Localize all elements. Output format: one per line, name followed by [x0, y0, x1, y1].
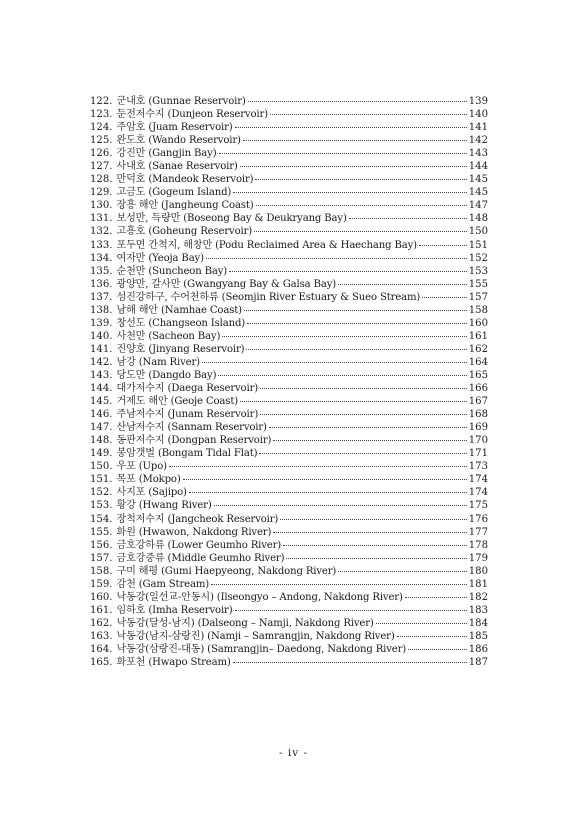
toc-entry-number: 140.	[90, 330, 113, 342]
toc-entry-number: 124.	[90, 122, 113, 134]
toc-entry[interactable]	[90, 356, 488, 369]
toc-entry-title: 낙동강(달성-남지) (Dalseong – Namji, Nakdong River)	[116, 617, 374, 629]
dot-leader	[397, 636, 467, 637]
toc-entry[interactable]	[90, 434, 488, 447]
dot-leader	[256, 205, 467, 206]
toc-entry[interactable]	[90, 395, 488, 408]
toc-entry-title: 여자만 (Yeoja Bay)	[116, 252, 204, 264]
toc-entry-page: 184	[468, 617, 488, 629]
toc-entry-number: 163.	[90, 630, 113, 642]
dot-leader	[269, 427, 467, 428]
toc-entry-page: 153	[468, 265, 488, 277]
toc-entry-title: 완도호 (Wando Reservoir)	[116, 135, 241, 147]
toc-entry-number: 126.	[90, 148, 113, 160]
toc-entry-number: 149.	[90, 448, 113, 460]
toc-entry-title: 낙동강(일선교-안동시) (Ilseongyo – Andong, Nakdong River)	[116, 591, 403, 603]
toc-entry[interactable]	[90, 173, 488, 186]
toc-entry-number: 157.	[90, 552, 113, 564]
dot-leader	[214, 505, 467, 506]
toc-entry-page: 145	[468, 187, 488, 199]
dot-leader	[283, 545, 467, 546]
toc-entry-number: 136.	[90, 278, 113, 290]
toc-entry-page: 148	[468, 213, 488, 225]
toc-entry-number: 130.	[90, 200, 113, 212]
toc-entry-title: 감천 (Gam Stream)	[116, 578, 210, 590]
toc-entry-number: 143.	[90, 369, 113, 381]
toc-entry-title: 사지포 (Sajipo)	[116, 487, 187, 499]
toc-entry-title: 주남저수지 (Junam Reservoir)	[116, 409, 259, 421]
toc-entry[interactable]	[90, 186, 488, 199]
toc-entry-number: 151.	[90, 474, 113, 486]
dot-leader	[270, 114, 467, 115]
toc-entry-title: 거제도 해안 (Geoje Coast)	[116, 396, 239, 408]
toc-entry-title: 창선도 (Changseon Island)	[116, 317, 246, 329]
toc-entry-page: 171	[468, 448, 488, 460]
toc-entry-title: 보성만, 득량만 (Boseong Bay & Deukryang Bay)	[116, 213, 347, 225]
toc-entry-title: 당도만 (Dangdo Bay)	[116, 369, 217, 381]
toc-entry[interactable]	[90, 565, 488, 578]
toc-entry-title: 산남저수지 (Sannam Reservoir)	[116, 422, 267, 434]
dot-leader	[254, 231, 467, 232]
toc-entry-page: 162	[468, 343, 488, 355]
toc-entry-page: 144	[468, 161, 488, 173]
toc-entry-title: 만덕호 (Mandeok Reservoir)	[116, 174, 254, 186]
toc-entry-page: 157	[468, 291, 488, 303]
toc-entry-title: 목포 (Mokpo)	[116, 474, 181, 486]
dot-leader	[273, 440, 466, 441]
toc-entry-number: 147.	[90, 422, 113, 434]
toc-entry[interactable]	[90, 421, 488, 434]
toc-entry-title: 사천만 (Sacheon Bay)	[116, 330, 221, 342]
table-of-contents	[90, 95, 488, 669]
toc-entry-page: 179	[468, 552, 488, 564]
toc-entry[interactable]	[90, 447, 488, 460]
toc-entry-title: 화원 (Hwawon, Nakdong River)	[116, 526, 272, 538]
toc-entry-page: 185	[468, 630, 488, 642]
toc-entry[interactable]	[90, 108, 488, 121]
toc-entry-page: 142	[468, 135, 488, 147]
toc-entry-title: 구미 해평 (Gumi Haepyeong, Nakdong River)	[116, 565, 337, 577]
toc-entry-page: 186	[468, 643, 488, 655]
toc-entry-page: 175	[468, 500, 488, 512]
toc-entry-number: 129.	[90, 187, 113, 199]
dot-leader	[405, 597, 467, 598]
toc-entry-number: 144.	[90, 383, 113, 395]
toc-entry[interactable]	[90, 604, 488, 617]
toc-entry-page: 155	[468, 278, 488, 290]
toc-entry-page: 164	[468, 356, 488, 368]
toc-entry-number: 139.	[90, 317, 113, 329]
dot-leader	[408, 649, 467, 650]
toc-entry[interactable]	[90, 499, 488, 512]
toc-entry-number: 150.	[90, 461, 113, 473]
toc-entry-page: 177	[468, 526, 488, 538]
toc-entry-number: 133.	[90, 239, 113, 251]
toc-entry-number: 160.	[90, 591, 113, 603]
dot-leader	[240, 166, 467, 167]
toc-entry-title: 섬진강하구, 수어천하류 (Seomjin River Estuary & Sueo Stream)	[116, 291, 421, 303]
toc-entry-title: 군내호 (Gunnae Reservoir)	[116, 96, 246, 107]
dot-leader	[183, 479, 467, 480]
toc-entry-title: 고흥호 (Goheung Reservoir)	[116, 226, 253, 238]
toc-entry[interactable]	[90, 121, 488, 134]
toc-entry-title: 고금도 (Gogeum Island)	[116, 187, 232, 199]
dot-leader	[219, 153, 467, 154]
toc-entry[interactable]	[90, 369, 488, 382]
dot-leader	[247, 323, 467, 324]
toc-entry[interactable]	[90, 134, 488, 147]
toc-entry-page: 160	[468, 317, 488, 329]
toc-entry[interactable]	[90, 212, 488, 225]
toc-entry-number: 161.	[90, 604, 113, 616]
dot-leader	[240, 401, 467, 402]
toc-entry-page: 158	[468, 304, 488, 316]
dot-leader	[243, 140, 467, 141]
toc-entry-number: 127.	[90, 161, 113, 173]
toc-entry-number: 159.	[90, 578, 113, 590]
dot-leader	[169, 466, 467, 467]
toc-entry-title: 대가저수지 (Daega Reservoir)	[116, 383, 259, 395]
toc-entry-number: 164.	[90, 643, 113, 655]
toc-entry[interactable]	[90, 408, 488, 421]
toc-entry-page: 151	[468, 239, 488, 251]
toc-entry[interactable]	[90, 239, 488, 252]
toc-entry-page: 178	[468, 539, 488, 551]
toc-entry[interactable]	[90, 473, 488, 486]
toc-entry-title: 금호강중류 (Middle Geumho River)	[116, 552, 285, 564]
page-number: - iv -	[278, 747, 309, 759]
toc-entry-number: 148.	[90, 435, 113, 447]
dot-leader	[202, 362, 467, 363]
toc-entry-page: 182	[468, 591, 488, 603]
dot-leader	[218, 375, 466, 376]
toc-entry-page: 141	[468, 122, 488, 134]
toc-entry[interactable]	[90, 460, 488, 473]
toc-entry-title: 금호강하류 (Lower Geumho River)	[116, 539, 282, 551]
toc-entry-number: 162.	[90, 617, 113, 629]
toc-entry-page: 143	[468, 148, 488, 160]
dot-leader	[280, 519, 467, 520]
toc-entry-title: 사내호 (Sanae Reservoir)	[116, 161, 238, 173]
toc-entry-title: 남해 해안 (Namhae Coast)	[116, 304, 242, 316]
toc-entry-number: 123.	[90, 109, 113, 121]
toc-entry-number: 122.	[90, 96, 113, 107]
toc-entry[interactable]	[90, 513, 488, 526]
toc-entry[interactable]	[90, 617, 488, 630]
toc-entry[interactable]	[90, 630, 488, 643]
toc-entry-title: 낙동강(남지-삼랑진) (Namji – Samrangjin, Nakdong River)	[116, 630, 395, 642]
toc-entry-number: 152.	[90, 487, 113, 499]
dot-leader	[235, 127, 467, 128]
toc-entry-title: 우포 (Upo)	[116, 461, 167, 473]
toc-entry-page: 187	[468, 657, 488, 669]
toc-entry-number: 131.	[90, 213, 113, 225]
toc-entry[interactable]	[90, 317, 488, 330]
toc-entry-title: 동판저수지 (Dongpan Reservoir)	[116, 435, 272, 447]
toc-entry-page: 152	[468, 252, 488, 264]
toc-entry[interactable]	[90, 643, 488, 656]
toc-entry-title: 화포천 (Hwapo Stream)	[116, 657, 231, 669]
toc-entry-page: 168	[468, 409, 488, 421]
toc-entry-page: 169	[468, 422, 488, 434]
toc-entry[interactable]	[90, 265, 488, 278]
toc-entry-title: 주암호 (Juam Reservoir)	[116, 122, 233, 134]
toc-entry-number: 132.	[90, 226, 113, 238]
toc-entry[interactable]	[90, 225, 488, 238]
toc-entry-number: 135.	[90, 265, 113, 277]
toc-entry-title: 남강 (Nam River)	[116, 356, 200, 368]
toc-entry-page: 161	[468, 330, 488, 342]
toc-entry-title: 장흥 해안 (Jangheung Coast)	[116, 200, 254, 212]
dot-leader	[235, 610, 467, 611]
toc-entry[interactable]	[90, 486, 488, 499]
toc-entry-page: 173	[468, 461, 488, 473]
toc-entry-page: 170	[468, 435, 488, 447]
toc-entry-number: 146.	[90, 409, 113, 421]
dot-leader	[206, 258, 467, 259]
toc-entry-page: 140	[468, 109, 488, 121]
dot-leader	[376, 623, 467, 624]
toc-entry-number: 156.	[90, 539, 113, 551]
toc-entry[interactable]	[90, 304, 488, 317]
toc-entry-page: 145	[468, 174, 488, 186]
toc-entry-number: 153.	[90, 500, 113, 512]
toc-entry-page: 180	[468, 565, 488, 577]
toc-entry-number: 145.	[90, 396, 113, 408]
toc-entry-number: 154.	[90, 513, 113, 525]
dot-leader	[338, 284, 467, 285]
toc-entry[interactable]	[90, 95, 488, 108]
toc-entry-number: 134.	[90, 252, 113, 264]
dot-leader	[189, 492, 467, 493]
dot-leader	[229, 271, 467, 272]
toc-entry[interactable]	[90, 252, 488, 265]
toc-entry[interactable]	[90, 656, 488, 669]
dot-leader	[419, 245, 467, 246]
dot-leader	[244, 310, 467, 311]
toc-entry[interactable]	[90, 526, 488, 539]
dot-leader	[246, 349, 466, 350]
toc-entry-title: 봉암갯벌 (Bongam Tidal Flat)	[116, 448, 258, 460]
toc-entry-number: 125.	[90, 135, 113, 147]
toc-entry-number: 138.	[90, 304, 113, 316]
toc-entry[interactable]	[90, 591, 488, 604]
dot-leader	[233, 662, 467, 663]
toc-entry-page: 165	[468, 369, 488, 381]
toc-entry-number: 155.	[90, 526, 113, 538]
toc-entry[interactable]	[90, 147, 488, 160]
toc-entry-page: 174	[468, 487, 488, 499]
dot-leader	[422, 297, 467, 298]
toc-entry-title: 황강 (Hwang River)	[116, 500, 212, 512]
toc-entry-title: 낙동강(삼랑진-대동) (Samrangjin– Daedong, Nakdong River)	[116, 643, 407, 655]
toc-entry[interactable]	[90, 160, 488, 173]
dot-leader	[286, 558, 466, 559]
dot-leader	[211, 584, 467, 585]
toc-entry-number: 165.	[90, 657, 113, 669]
dot-leader	[260, 414, 467, 415]
dot-leader	[338, 571, 467, 572]
toc-entry-title: 장척저수지 (Jangcheok Reservoir)	[116, 513, 279, 525]
toc-entry-number: 141.	[90, 343, 113, 355]
toc-entry-title: 강진만 (Gangjin Bay)	[116, 148, 217, 160]
toc-entry[interactable]	[90, 539, 488, 552]
toc-entry-title: 둔전저수지 (Dunjeon Reservoir)	[116, 109, 268, 121]
toc-entry-number: 142.	[90, 356, 113, 368]
toc-entry[interactable]	[90, 199, 488, 212]
toc-entry-title: 순천만 (Suncheon Bay)	[116, 265, 228, 277]
toc-entry-title: 임하호 (Imha Reservoir)	[116, 604, 233, 616]
toc-entry[interactable]	[90, 552, 488, 565]
toc-entry-page: 174	[468, 474, 488, 486]
toc-entry[interactable]	[90, 291, 488, 304]
toc-entry-page: 139	[468, 96, 488, 107]
dot-leader	[349, 218, 467, 219]
toc-entry-number: 128.	[90, 174, 113, 186]
toc-entry-title: 포두면 간척지, 해창만 (Podu Reclaimed Area & Haechang Bay)	[116, 239, 417, 251]
toc-entry-page: 183	[468, 604, 488, 616]
dot-leader	[260, 388, 467, 389]
toc-entry-page: 181	[468, 578, 488, 590]
toc-entry[interactable]	[90, 382, 488, 395]
toc-entry-page: 176	[468, 513, 488, 525]
toc-entry[interactable]	[90, 343, 488, 356]
dot-leader	[255, 179, 466, 180]
toc-entry[interactable]	[90, 330, 488, 343]
toc-entry-title: 광양만, 갈사만 (Gwangyang Bay & Galsa Bay)	[116, 278, 337, 290]
toc-entry-page: 167	[468, 396, 488, 408]
toc-entry-title: 진양호 (Jinyang Reservoir)	[116, 343, 245, 355]
toc-entry-page: 166	[468, 383, 488, 395]
toc-entry-page: 147	[468, 200, 488, 212]
dot-leader	[233, 192, 467, 193]
dot-leader	[259, 453, 466, 454]
toc-entry-number: 158.	[90, 565, 113, 577]
dot-leader	[273, 532, 466, 533]
toc-entry[interactable]	[90, 278, 488, 291]
toc-entry-number: 137.	[90, 291, 113, 303]
toc-entry[interactable]	[90, 578, 488, 591]
dot-leader	[248, 101, 467, 102]
dot-leader	[222, 336, 466, 337]
toc-entry-page: 150	[468, 226, 488, 238]
